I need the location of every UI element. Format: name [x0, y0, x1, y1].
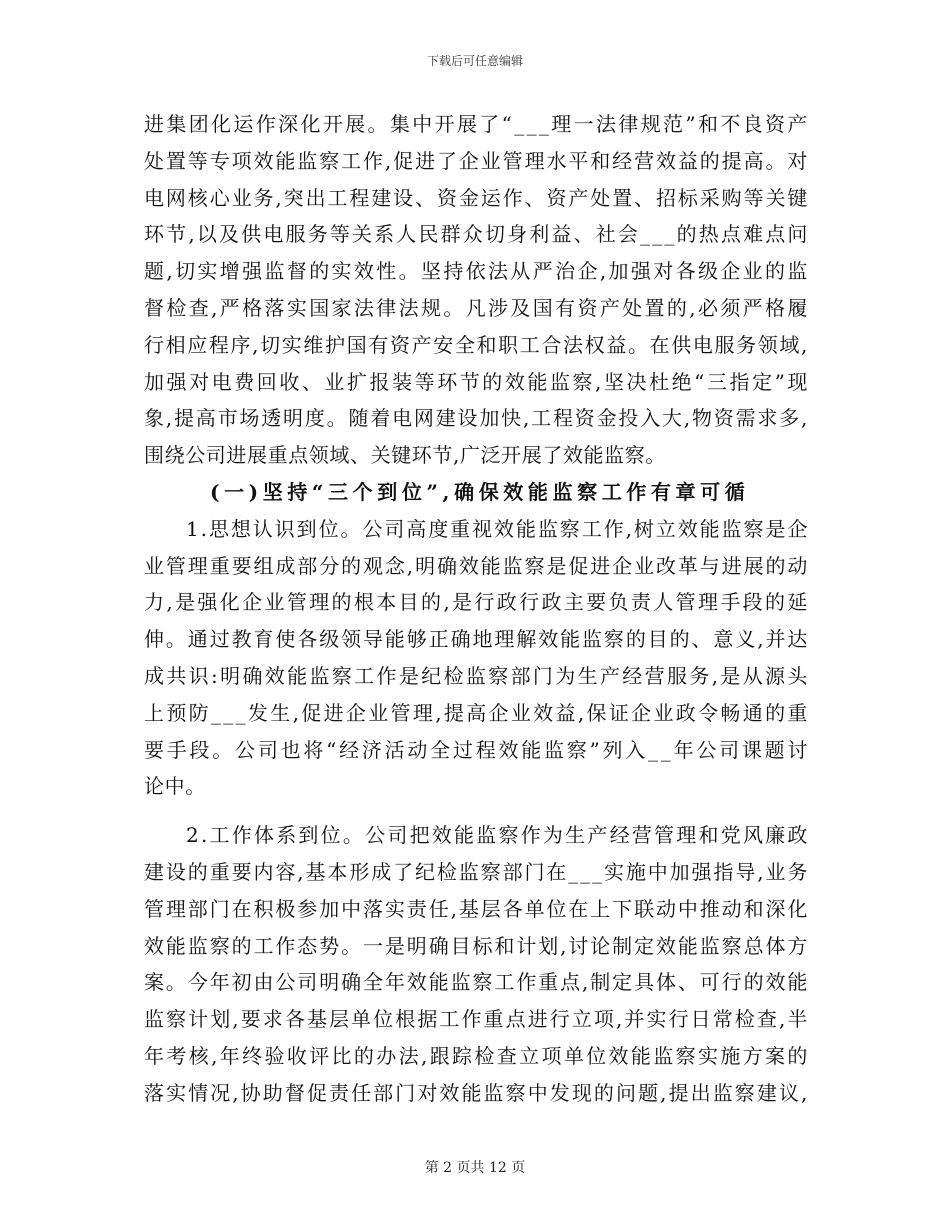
text-line: 象,提高市场透明度。随着电网建设加快,工程资金投入大,物资需求多, — [144, 406, 810, 431]
text-line: 伸。通过教育使各级领导能够正确地理解效能监察的目的、意义,并达 — [144, 627, 810, 652]
text-line: 围绕公司进展重点领域、关键环节,广泛开展了效能监察。 — [144, 443, 666, 468]
text-line: 题,切实增强监督的实效性。坚持依法从严治企,加强对各级企业的监 — [144, 259, 810, 284]
text-line: 监察计划,要求各基层单位根据工作重点进行立项,并实行日常检查,半 — [144, 1007, 810, 1032]
text-line: 处置等专项效能监察工作,促进了企业管理水平和经营效益的提高。对 — [144, 148, 810, 173]
text-line: 落实情况,协助督促责任部门对效能监察中发现的问题,提出监察建议, — [144, 1080, 810, 1105]
text-line: 电网核心业务,突出工程建设、资金运作、资产处置、招标采购等关键 — [144, 185, 810, 210]
text-line: 环节,以及供电服务等关系人民群众切身利益、社会___的热点难点问 — [144, 222, 810, 247]
text-line: 进集团化运作深化开展。集中开展了“___理一法律规范”和不良资产 — [144, 112, 810, 136]
paragraph-gap — [144, 805, 808, 817]
document-body — [144, 106, 811, 1112]
text-line: 加强对电费回收、业扩报装等环节的效能监察,坚决杜绝“三指定”现 — [144, 369, 810, 394]
text-line: 业管理重要组成部分的观念,明确效能监察是促进企业改革与进展的动 — [144, 553, 810, 578]
section-heading: (一)坚持“三个到位”,确保效能监察工作有章可循 — [210, 479, 750, 504]
text-line: 年考核,年终验收评比的办法,跟踪检查立项单位效能监察实施方案的 — [144, 1043, 810, 1068]
text-line: 建设的重要内容,基本形成了纪检监察部门在___实施中加强指导,业务 — [144, 859, 810, 884]
text-line: 督检查,严格落实国家法律法规。凡涉及国有资产处置的,必须严格履 — [144, 295, 810, 320]
text-line: 上预防___发生,促进企业管理,提高企业效益,保证企业政令畅通的重 — [144, 700, 810, 725]
text-line: 要手段。公司也将“经济活动全过程效能监察”列入__年公司课题讨 — [144, 737, 811, 762]
text-line: 力,是强化企业管理的根本目的,是行政行政主要负责人管理手段的延 — [144, 590, 810, 615]
text-line: 效能监察的工作态势。一是明确目标和计划,讨论制定效能监察总体方 — [144, 933, 810, 958]
text-line: 管理部门在积极参加中落实责任,基层各单位在上下联动中推动和深化 — [144, 896, 810, 921]
text-line: 成共识:明确效能监察工作是纪检监察部门为生产经营服务,是从源头 — [144, 663, 810, 688]
page-header: 下载后可任意编辑 — [426, 54, 523, 68]
text-line: 行相应程序,切实维护国有资产安全和职工合法权益。在供电服务领域, — [144, 332, 810, 357]
text-line: 论中。 — [144, 774, 206, 799]
text-line: 1.思想认识到位。公司高度重视效能监察工作,树立效能监察是企 — [186, 516, 810, 541]
text-line: 案。今年初由公司明确全年效能监察工作重点,制定具体、可行的效能 — [144, 970, 810, 995]
page-footer: 第 2 页共 12 页 — [424, 1160, 526, 1176]
text-line: 2.工作体系到位。公司把效能监察作为生产经营管理和党风廉政 — [186, 823, 810, 848]
